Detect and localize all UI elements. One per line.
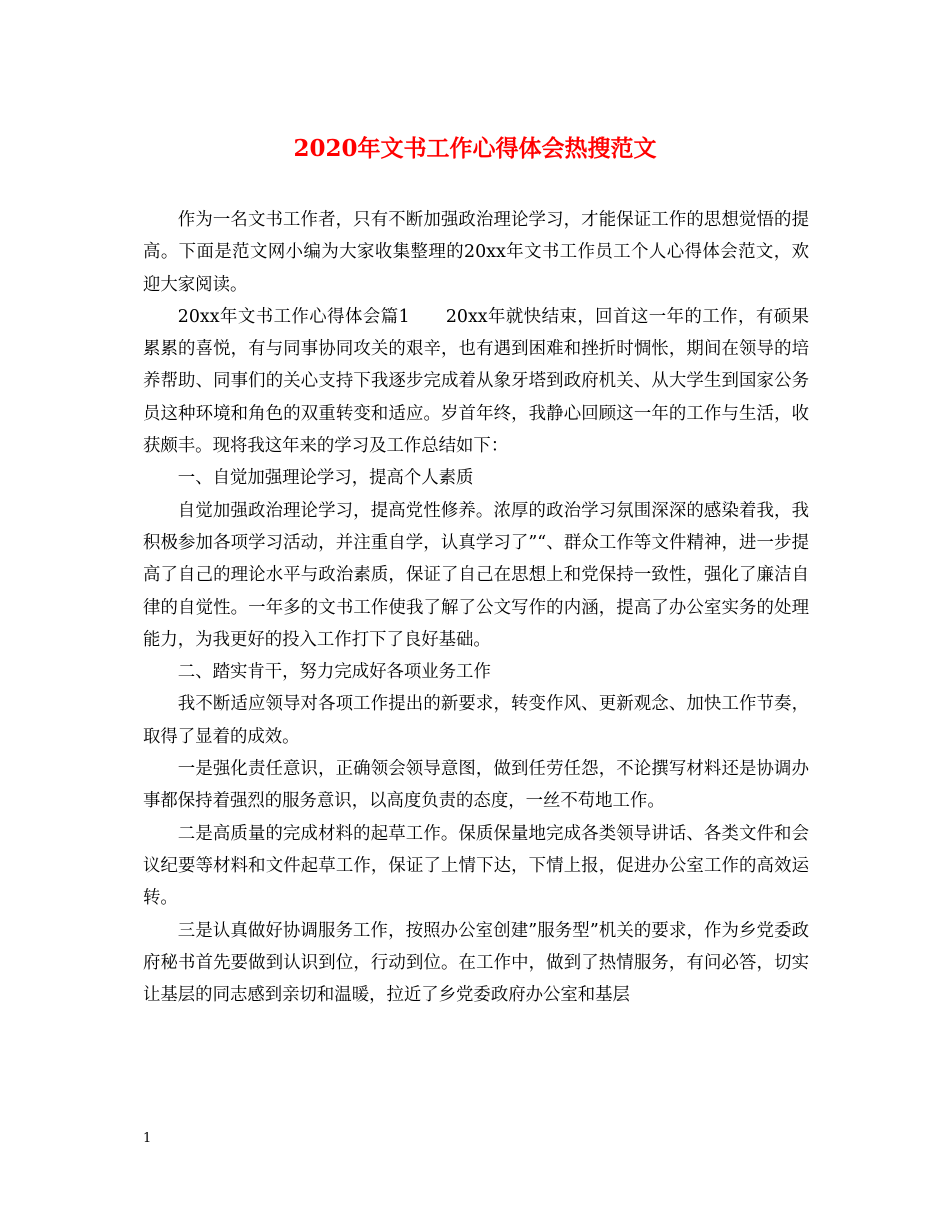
document-title: 2020年文书工作心得体会热搜范文 (293, 135, 657, 162)
heading-theory-study: 一、自觉加强理论学习，提高个人素质 (177, 468, 474, 489)
page-number: 1 (143, 1131, 152, 1146)
paragraph-work-tasks: 我不断适应领导对各项工作提出的新要求，转变作风、更新观念、加快工作节奏，取得了显着的成效。 (143, 694, 809, 747)
document-body (143, 204, 809, 1011)
paragraph-point-2: 二是高质量的完成材料的起草工作。保质保量地完成各类领导讲话、各类文件和会议纪要等材料和文件起草工作，保证了上情下达，下情上报，促进办公室工作的高效运转。 (143, 823, 809, 909)
heading-work-tasks: 二、踏实肯干，努力完成好各项业务工作 (177, 662, 491, 683)
paragraph-theory-study: 自觉加强政治理论学习，提高党性修养。浓厚的政治学习氛围深深的感染着我，我积极参加各项学习活动，并注重自学，认真学习了”“、群众工作等文件精神，进一步提高了自己的理论水平与政治素质，保证了自己在思想上和党保持一致性，强化了廉洁自律的自觉性。一年多的文书工作使我了解了公文写作的内涵，提高了办公室实务的处理能力，为我更好的投入工作打下了良好基础。 (143, 500, 809, 650)
paragraph-section-1: 20xx年文书工作心得体会篇1 20xx年就快结束，回首这一年的工作，有硕果累累的喜悦，有与同事协同攻关的艰辛，也有遇到困难和挫折时惆怅，期间在领导的培养帮助、同事们的关心支持下我逐步完成着从象牙塔到政府机关、从大学生到国家公务员这种环境和角色的双重转变和适应。岁首年终，我静心回顾这一年的工作与生活，收获颇丰。现将我这年来的学习及工作总结如下： (143, 306, 809, 457)
paragraph-intro: 作为一名文书工作者，只有不断加强政治理论学习，才能保证工作的思想觉悟的提高。下面是范文网小编为大家收集整理的20xx年文书工作员工个人心得体会范文，欢迎大家阅读。 (143, 210, 809, 295)
paragraph-point-3: 三是认真做好协调服务工作，按照办公室创建”服务型”机关的要求，作为乡党委政府秘书首先要做到认识到位，行动到位。在工作中，做到了热情服务，有问必答，切实让基层的同志感到亲切和温暖，拉近了乡党委政府办公室和基层 (143, 920, 809, 1006)
paragraph-point-1: 一是强化责任意识，正确领会领导意图，做到任劳任怨，不论撰写材料还是协调办事都保持着强烈的服务意识，以高度负责的态度，一丝不苟地工作。 (143, 759, 809, 812)
